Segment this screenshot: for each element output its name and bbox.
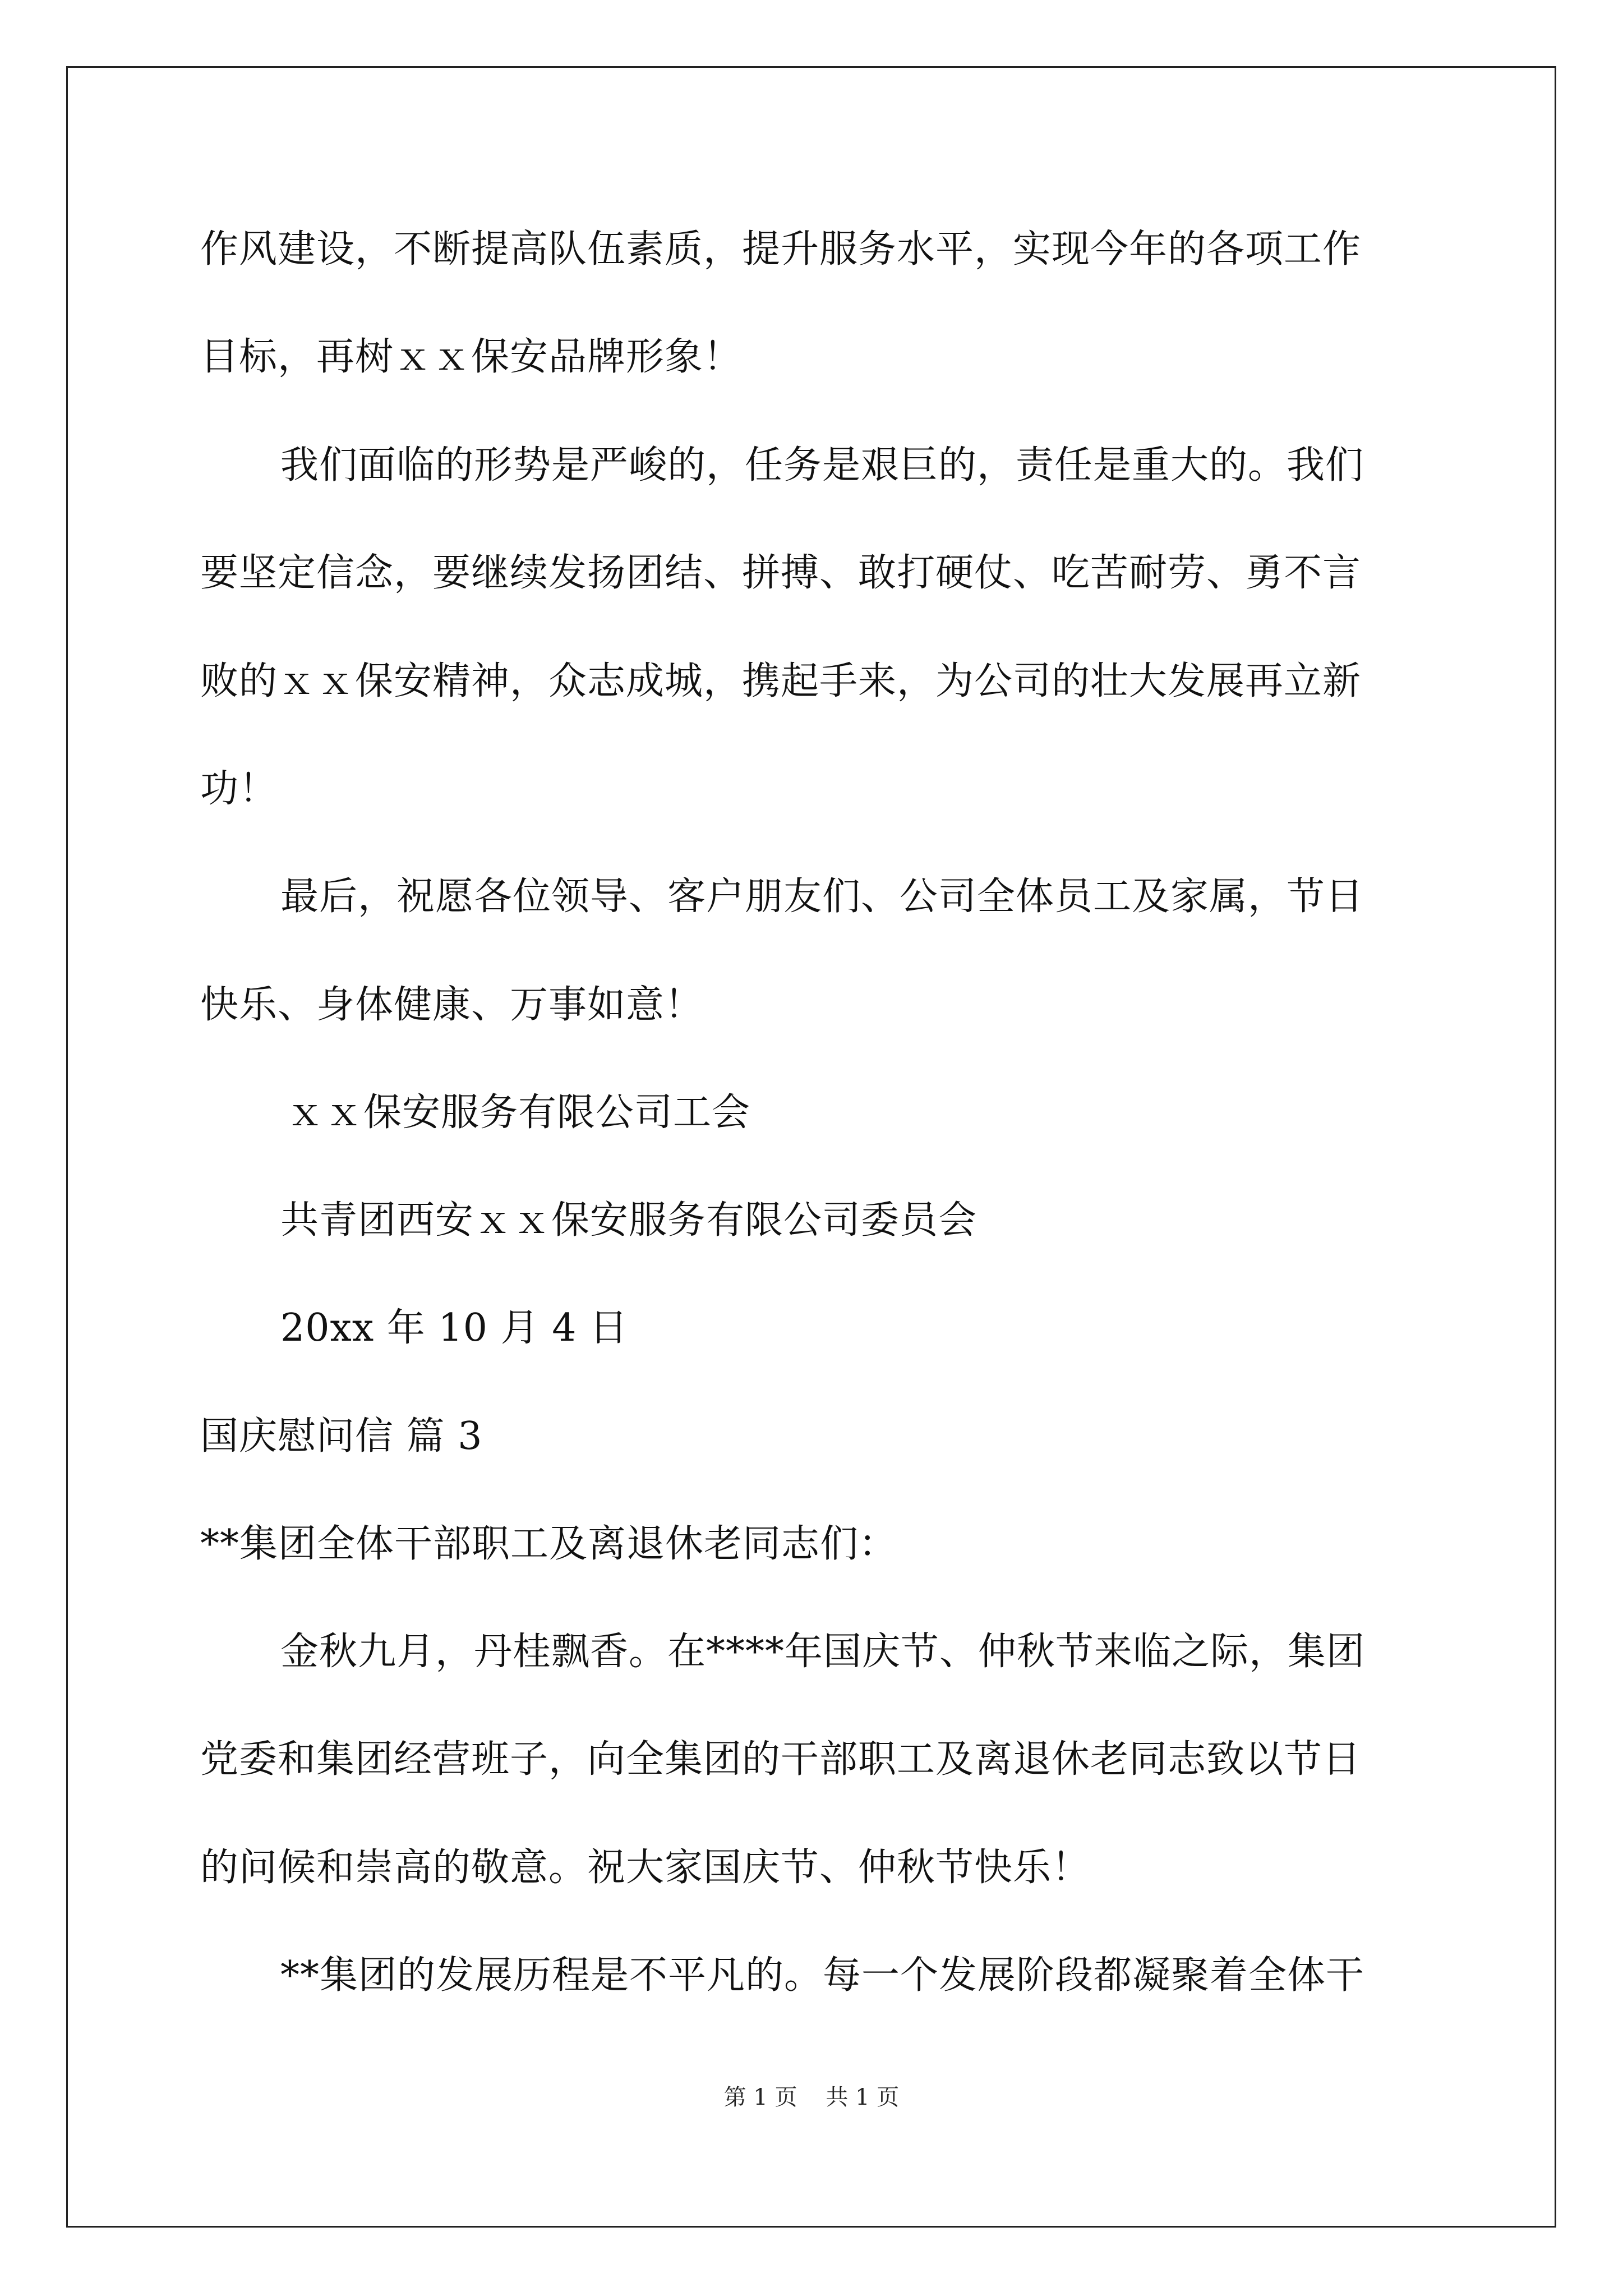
text-line: 败的ｘｘ保安精神，众志成城，携起手来，为公司的壮大发展再立新 [200, 659, 1362, 703]
text-line: 目标，再树ｘｘ保安品牌形象！ [200, 335, 743, 379]
signature-committee: 共青团西安ｘｘ保安服务有限公司委员会 [280, 1198, 978, 1243]
text-line: 作风建设，不断提高队伍素质，提升服务水平，实现今年的各项工作 [200, 227, 1362, 272]
text-line: 要坚定信念，要继续发扬团结、拼搏、敢打硬仗、吃苦耐劳、勇不言 [200, 551, 1362, 595]
salutation: **集团全体干部职工及离退休老同志们： [200, 1522, 898, 1566]
text-line: 功！ [200, 767, 278, 811]
text-line: 快乐、身体健康、万事如意！ [200, 983, 704, 1027]
paragraph-start-line: 我们面临的形势是严峻的，任务是艰巨的，责任是重大的。我们 [280, 443, 1364, 487]
page-footer: 第 1 页 共 1 页 [723, 2085, 900, 2110]
paragraph-start-line: **集团的发展历程是不平凡的。每一个发展阶段都凝聚着全体干 [280, 1953, 1365, 1998]
section-heading: 国庆慰问信 篇 3 [200, 1414, 483, 1458]
paragraph-start-line: 最后，祝愿各位领导、客户朋友们、公司全体员工及家属，节日 [280, 875, 1364, 919]
page-border [66, 66, 1556, 2228]
text-line: 的问候和崇高的敬意。祝大家国庆节、仲秋节快乐！ [200, 1846, 1091, 1890]
signature-union: ｘｘ保安服务有限公司工会 [286, 1091, 751, 1135]
text-line: 党委和集团经营班子，向全集团的干部职工及离退休老同志致以节日 [200, 1737, 1362, 1782]
signature-date: 20xx 年 10 月 4 日 [280, 1306, 629, 1350]
paragraph-start-line: 金秋九月，丹桂飘香。在****年国庆节、仲秋节来临之际，集团 [280, 1630, 1366, 1674]
